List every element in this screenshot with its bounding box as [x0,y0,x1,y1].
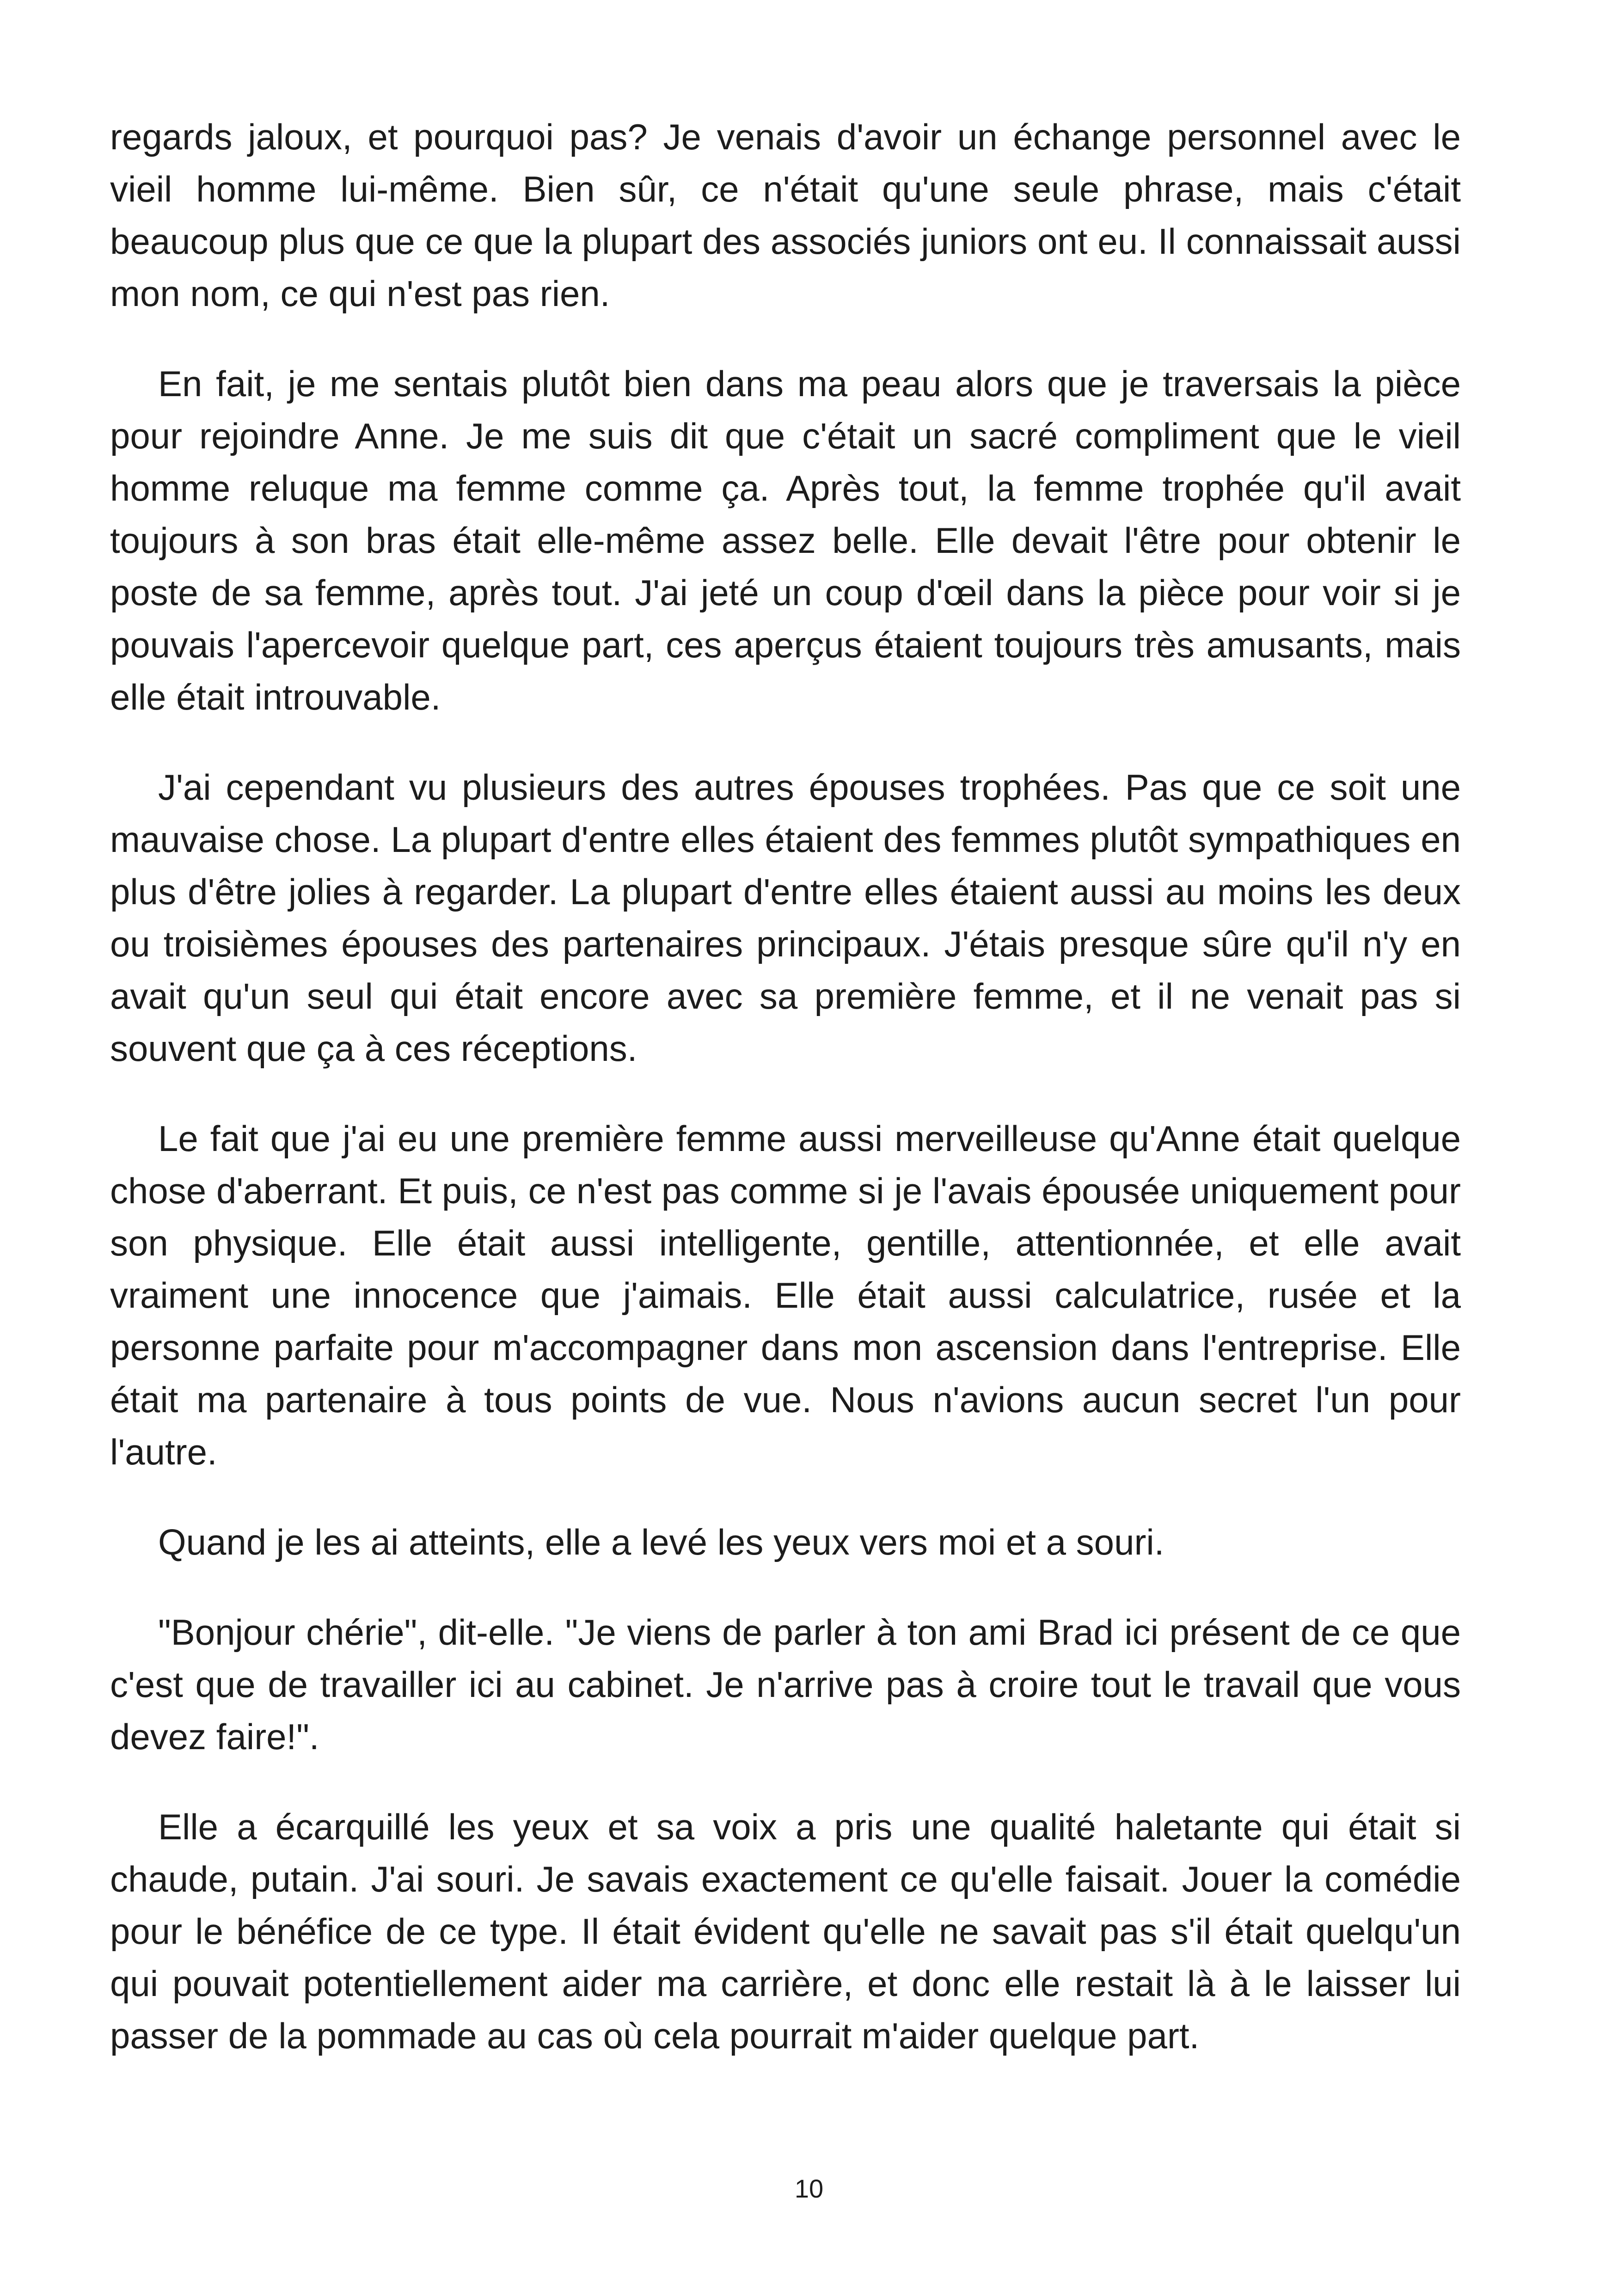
paragraph-1: regards jaloux, et pourquoi pas? Je venais d'avoir un échange personnel avec le vieil homme lui-même. Bien sûr, ce n'était qu'une seule phrase, mais c'était beaucoup plus que ce que la plupart des associés juniors ont eu. Il connaissait aussi mon nom, ce qui n'est pas rien. [110,116,1461,314]
body-text [110,111,1461,2100]
paragraph-7: Elle a écarquillé les yeux et sa voix a pris une qualité haletante qui était si chaude, putain. J'ai souri. Je savais exactement ce qu'elle faisait. Jouer la comédie pour le bénéfice de ce type. Il était évident qu'elle ne savait pas s'il était quelqu'un qui pouvait potentiellement aider ma carrière, et donc elle restait là à le laisser lui passer de la pommade au cas où cela pourrait m'aider quelque part. [110,1806,1461,2056]
paragraph-4: Le fait que j'ai eu une première femme aussi merveilleuse qu'Anne était quelque chose d'aberrant. Et puis, ce n'est pas comme si je l'avais épousée uniquement pour son physique. Elle était aussi intelligente, gentille, attentionnée, et elle avait vraiment une innocence que j'aimais. Elle était aussi calculatrice, rusée et la personne parfaite pour m'accompagner dans mon ascension dans l'entreprise. Elle était ma partenaire à tous points de vue. Nous n'avions aucun secret l'un pour l'autre. [110,1118,1461,1472]
page-number: 10 [794,2174,824,2203]
paragraph-6: "Bonjour chérie", dit-elle. "Je viens de parler à ton ami Brad ici présent de ce que c'est que de travailler ici au cabinet. Je n'arrive pas à croire tout le travail que vous devez faire!". [110,1612,1461,1757]
paragraph-3: J'ai cependant vu plusieurs des autres épouses trophées. Pas que ce soit une mauvaise chose. La plupart d'entre elles étaient des femmes plutôt sympathiques en plus d'être jolies à regarder. La plupart d'entre elles étaient aussi au moins les deux ou troisièmes épouses des partenaires principaux. J'étais presque sûre qu'il n'y en avait qu'un seul qui était encore avec sa première femme, et il ne venait pas si souvent que ça à ces réceptions. [110,767,1461,1069]
paragraph-5: Quand je les ai atteints, elle a levé les yeux vers moi et a souri. [158,1522,1164,1562]
paragraph-2: En fait, je me sentais plutôt bien dans ma peau alors que je traversais la pièce pour rejoindre Anne. Je me suis dit que c'était un sacré compliment que le vieil homme reluque ma femme comme ça. Après tout, la femme trophée qu'il avait toujours à son bras était elle-même assez belle. Elle devait l'être pour obtenir le poste de sa femme, après tout. J'ai jeté un coup d'œil dans la pièce pour voir si je pouvais l'apercevoir quelque part, ces aperçus étaient toujours très amusants, mais elle était introuvable. [110,363,1461,717]
